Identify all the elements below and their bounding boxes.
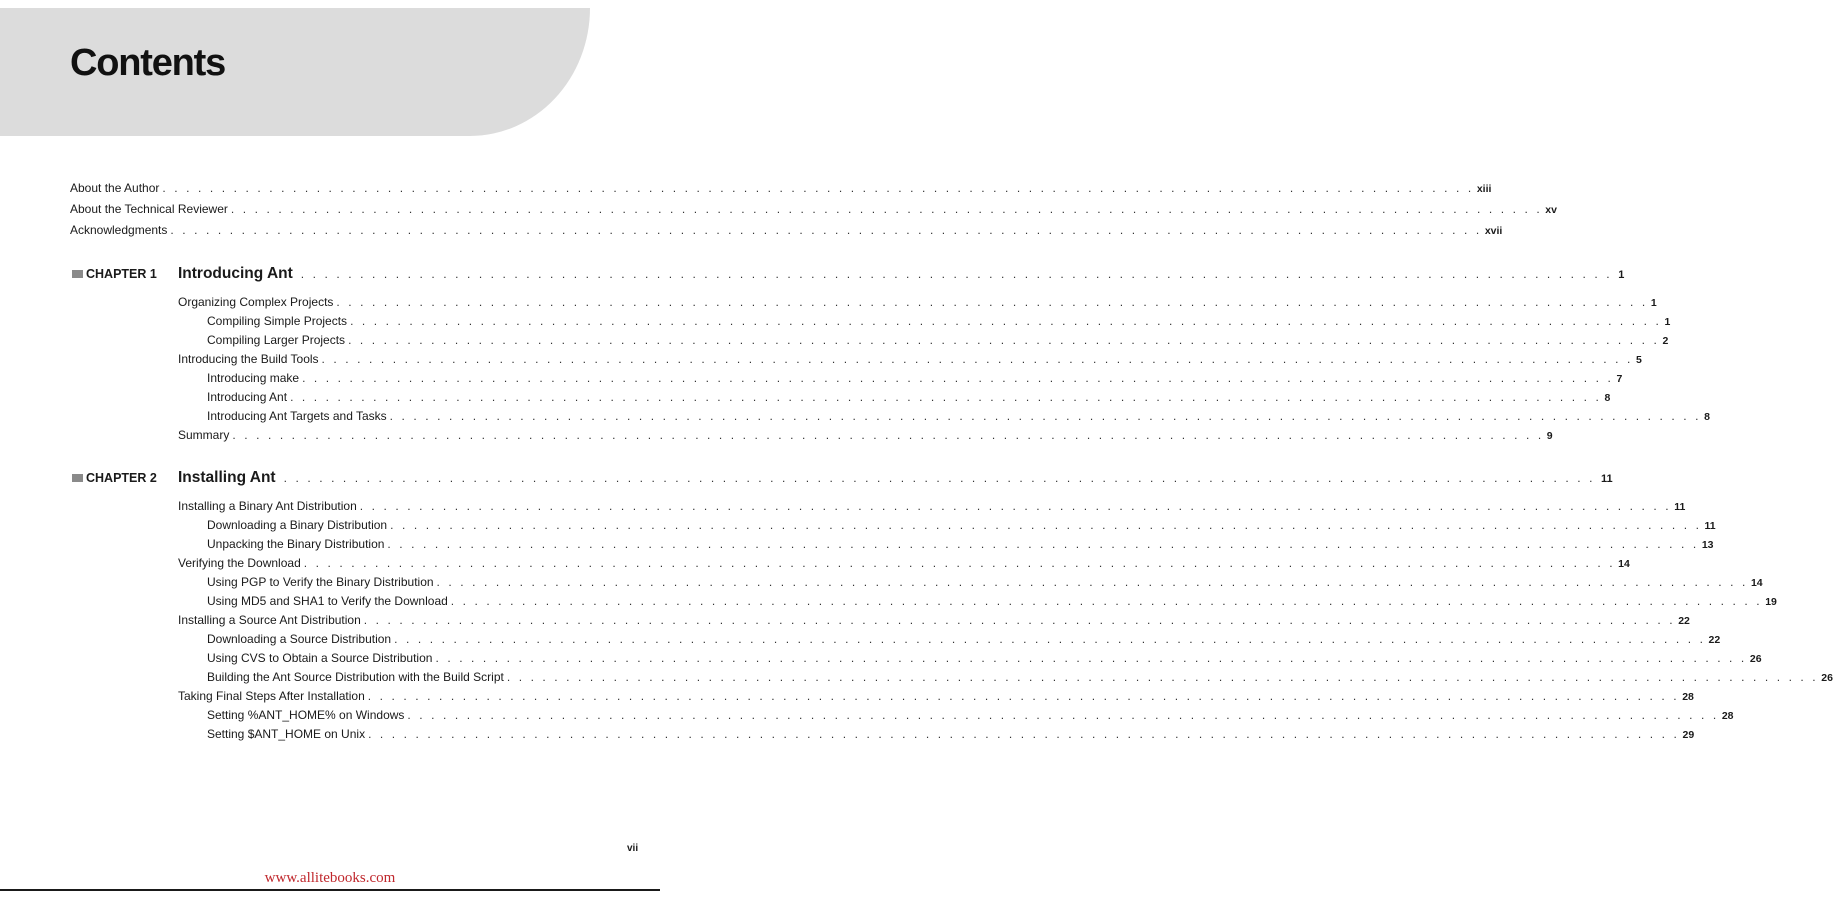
toc-subsection-entry[interactable] [207, 536, 1714, 552]
page-title: Contents [70, 42, 226, 84]
toc-entry-label: Introducing make [207, 371, 300, 385]
toc-entry-page: 11 [1674, 501, 1686, 513]
toc-entry-page: 22 [1708, 634, 1721, 646]
toc-entry-page: 14 [1618, 558, 1630, 570]
toc-entry-label: Using MD5 and SHA1 to Verify the Download [207, 594, 448, 608]
toc-subsection-entry[interactable] [207, 726, 1695, 742]
toc-subsection-entry[interactable] [207, 408, 1710, 424]
toc-entry-label: Verifying the Download [178, 556, 301, 570]
toc-entry-page: 26 [1749, 653, 1762, 665]
toc-entry-page: 11 [1704, 520, 1716, 532]
toc-entry-page: 1 [1664, 316, 1671, 328]
chapter-title-entry[interactable] [178, 264, 1625, 284]
page-number: vii [627, 843, 639, 854]
dot-leader: . . . . . . . . . . . . . . . . . . . . . . . . . . . . . . . . . . . . . . . . . . . . . . . . . . . . . . . . . . . . . . . . . . . . . . . . . . . . . . . . . . . . . . . . . . . . . . . . . . . . . . . . . . . . . . . [348, 333, 1660, 347]
dot-leader: . . . . . . . . . . . . . . . . . . . . . . . . . . . . . . . . . . . . . . . . . . . . . . . . . . . . . . . . . . . . . . . . . . . . . . . . . . . . . . . . . . . . . . . . . . . . . . . . . . . . . . . . . . . . . . . [303, 556, 1616, 570]
toc-entry-page: 13 [1701, 539, 1714, 551]
dot-leader: . . . . . . . . . . . . . . . . . . . . . . . . . . . . . . . . . . . . . . . . . . . . . . . . . . . . . . . . . . . . . . . . . . . . . . . . . . . . . . . . . . . . . . . . . . . . . . . . . . . . . . . . . . . . . . . [389, 409, 1702, 423]
dot-leader: . . . . . . . . . . . . . . . . . . . . . . . . . . . . . . . . . . . . . . . . . . . . . . . . . . . . . . . . . . . . . . . . . . . . . . . . . . . . . . . . . . . . . . . . . . . . . . . . . . . . . . . . . . . . . . . [435, 651, 1747, 665]
toc-entry-label: About the Technical Reviewer [70, 202, 228, 216]
toc-section-entry[interactable] [178, 427, 1553, 443]
toc-entry-front-matter[interactable] [70, 222, 1503, 238]
dot-leader: . . . . . . . . . . . . . . . . . . . . . . . . . . . . . . . . . . . . . . . . . . . . . . . . . . . . . . . . . . . . . . . . . . . . . . . . . . . . . . . . . . . . . . . . . . . . . . . . . . . . . . . . . . . . . . . [170, 223, 1482, 237]
toc-entry-label: Acknowledgments [70, 223, 168, 237]
chapter-title-entry[interactable] [178, 468, 1613, 488]
chapter-label [72, 468, 157, 488]
toc-entry-front-matter[interactable] [70, 180, 1492, 196]
toc-entry-label: About the Author [70, 181, 160, 195]
toc-subsection-entry[interactable] [207, 574, 1763, 590]
toc-subsection-entry[interactable] [207, 332, 1669, 348]
dot-leader: . . . . . . . . . . . . . . . . . . . . . . . . . . . . . . . . . . . . . . . . . . . . . . . . . . . . . . . . . . . . . . . . . . . . . . . . . . . . . . . . . . . . . . . . . . . . . . . . . . . . . . . . . . . . . . . [336, 295, 1648, 309]
toc-entry-page: 8 [1604, 392, 1611, 404]
chapter-label-text: CHAPTER 1 [86, 267, 157, 281]
dot-leader: . . . . . . . . . . . . . . . . . . . . . . . . . . . . . . . . . . . . . . . . . . . . . . . . . . . . . . . . . . . . . . . . . . . . . . . . . . . . . . . . . . . . . . . . . . . . . . . . . . . . . . . . . . . . . . . [363, 613, 1676, 627]
toc-entry-label: Installing a Binary Ant Distribution [178, 499, 357, 513]
dot-leader: . . . . . . . . . . . . . . . . . . . . . . . . . . . . . . . . . . . . . . . . . . . . . . . . . . . . . . . . . . . . . . . . . . . . . . . . . . . . . . . . . . . . . . . . . . . . . . . . . . . . . . . . . . . . . . . [162, 181, 1474, 195]
toc-subsection-entry[interactable] [207, 517, 1716, 533]
toc-entry-label: Organizing Complex Projects [178, 295, 334, 309]
toc-entry-label: Summary [178, 428, 230, 442]
dot-leader: . . . . . . . . . . . . . . . . . . . . . . . . . . . . . . . . . . . . . . . . . . . . . . . . . . . . . . . . . . . . . . . . . . . . . . . . . . . . . . . . . . . . . . . . . . . . . . . . . . . . . . . . . . . . . . . [321, 352, 1633, 366]
dot-leader: . . . . . . . . . . . . . . . . . . . . . . . . . . . . . . . . . . . . . . . . . . . . . . . . . . . . . . . . . . . . . . . . . . . . . . . . . . . . . . . . . . . . . . . . . . . . . . . . . . . . . . . . . . . . . . . [450, 594, 1763, 608]
dot-leader: . . . . . . . . . . . . . . . . . . . . . . . . . . . . . . . . . . . . . . . . . . . . . . . . . . . . . . . . . . . . . . . . . . . . . . . . . . . . . . . . . . . . . . . . . . . . . . . . . . . . . . . . . . . . . . . [367, 689, 1680, 703]
toc-subsection-entry[interactable] [207, 389, 1611, 405]
dot-leader: . . . . . . . . . . . . . . . . . . . . . . . . . . . . . . . . . . . . . . . . . . . . . . . . . . . . . . . . . . . . . . . . . . . . . . . . . . . . . . . . . . . . . . . . . . . . . . . . . . . . . . . . . . . . . . . [506, 670, 1819, 684]
toc-entry-page: 22 [1678, 615, 1690, 627]
toc-subsection-entry[interactable] [207, 669, 1833, 685]
dot-leader: . . . . . . . . . . . . . . . . . . . . . . . . . . . . . . . . . . . . . . . . . . . . . . . . . . . . . . . . . . . . . . . . . . . . . . . . . . . . . . . . . . . . . . . . . . . . . . . . . . . . . . . . . . . . . . . [290, 390, 1602, 404]
toc-entry-label: Taking Final Steps After Installation [178, 689, 365, 703]
toc-subsection-entry[interactable] [207, 593, 1777, 609]
footer-url[interactable]: www.allitebooks.com [264, 870, 396, 886]
toc-entry-label: Introducing Ant [178, 265, 293, 282]
toc-section-entry[interactable] [178, 351, 1642, 367]
toc-entry-page: xv [1545, 204, 1557, 216]
toc-entry-label: Downloading a Source Distribution [207, 632, 392, 646]
toc-entry-page: xiii [1476, 183, 1492, 195]
toc-entry-label: Installing a Source Ant Distribution [178, 613, 361, 627]
dot-leader: . . . . . . . . . . . . . . . . . . . . . . . . . . . . . . . . . . . . . . . . . . . . . . . . . . . . . . . . . . . . . . . . . . . . . . . . . . . . . . . . . . . . . . . . . . . . . . . . . . . . . . . . . . . . . . . [394, 632, 1706, 646]
dot-leader: . . . . . . . . . . . . . . . . . . . . . . . . . . . . . . . . . . . . . . . . . . . . . . . . . . . . . . . . . . . . . . . . . . . . . . . . . . . . . . . . . . . . . . . . . . . . . . . . . . . . . . . . . . . . . . . [350, 314, 1662, 328]
toc-entry-label: Building the Ant Source Distribution with the Build Script [207, 670, 504, 684]
toc-entry-page: 29 [1682, 729, 1695, 741]
toc-section-entry[interactable] [178, 555, 1630, 571]
toc-entry-page: 5 [1635, 354, 1642, 366]
toc-entry-label: Downloading a Binary Distribution [207, 518, 388, 532]
toc-entry-page: 7 [1616, 373, 1623, 385]
toc-entry-page: 14 [1750, 577, 1763, 589]
toc-entry-label: Introducing Ant [207, 390, 288, 404]
dot-leader: . . . . . . . . . . . . . . . . . . . . . . . . . . . . . . . . . . . . . . . . . . . . . . . . . . . . . . . . . . . . . . . . . . . . . . . . . . . . . . . . . . . . . . . . . . . . . . . . . . . . . . . . . . . . . . . [359, 499, 1672, 513]
toc-section-entry[interactable] [178, 294, 1657, 310]
toc-entry-label: Unpacking the Binary Distribution [207, 537, 385, 551]
toc-entry-label: Compiling Larger Projects [207, 333, 346, 347]
chapter-label-text: CHAPTER 2 [86, 471, 157, 485]
toc-entry-page: 19 [1765, 596, 1777, 608]
toc-entry-label: Introducing the Build Tools [178, 352, 319, 366]
dot-leader: . . . . . . . . . . . . . . . . . . . . . . . . . . . . . . . . . . . . . . . . . . . . . . . . . . . . . . . . . . . . . . . . . . . . . . . . . . . . . . . . . . . . . . . . . . . . . . . . . . . . . . . . . . . . . . . [407, 708, 1719, 722]
toc-entry-page: 1 [1650, 297, 1657, 309]
toc-entry-label: Setting $ANT_HOME on Unix [207, 727, 366, 741]
dot-leader: . . . . . . . . . . . . . . . . . . . . . . . . . . . . . . . . . . . . . . . . . . . . . . . . . . . . . . . . . . . . . . . . . . . . . . . . . . . . . . . . . . . . . . . . . . . . . . . . . . . . . . . . . . . . . . . [436, 575, 1748, 589]
toc-entry-page: 28 [1721, 710, 1734, 722]
dot-leader: . . . . . . . . . . . . . . . . . . . . . . . . . . . . . . . . . . . . . . . . . . . . . . . . . . . . . . . . . . . . . . . . . . . . . . . . . . . . . . . . . . . . . . . . . . . . . . . . . . . . . . . . . . . . . . . [300, 267, 1613, 281]
toc-entry-label: Using CVS to Obtain a Source Distribution [207, 651, 433, 665]
chapter-label [72, 264, 157, 284]
dot-leader: . . . . . . . . . . . . . . . . . . . . . . . . . . . . . . . . . . . . . . . . . . . . . . . . . . . . . . . . . . . . . . . . . . . . . . . . . . . . . . . . . . . . . . . . . . . . . . . . . . . . . . . . . . . . . . . [387, 537, 1699, 551]
dot-leader: . . . . . . . . . . . . . . . . . . . . . . . . . . . . . . . . . . . . . . . . . . . . . . . . . . . . . . . . . . . . . . . . . . . . . . . . . . . . . . . . . . . . . . . . . . . . . . . . . . . . . . . . . . . . . . . [230, 202, 1543, 216]
footer-rule [0, 889, 660, 891]
toc-entry-label: Using PGP to Verify the Binary Distribution [207, 575, 434, 589]
dot-leader: . . . . . . . . . . . . . . . . . . . . . . . . . . . . . . . . . . . . . . . . . . . . . . . . . . . . . . . . . . . . . . . . . . . . . . . . . . . . . . . . . . . . . . . . . . . . . . . . . . . . . . . . . . . . . . . [368, 727, 1680, 741]
toc-section-entry[interactable] [178, 688, 1694, 704]
toc-section-entry[interactable] [178, 498, 1686, 514]
toc-entry-page: 28 [1682, 691, 1694, 703]
dot-leader: . . . . . . . . . . . . . . . . . . . . . . . . . . . . . . . . . . . . . . . . . . . . . . . . . . . . . . . . . . . . . . . . . . . . . . . . . . . . . . . . . . . . . . . . . . . . . . . . . . . . . . . . . . . . . . . [390, 518, 1702, 532]
toc-entry-label: Introducing Ant Targets and Tasks [207, 409, 387, 423]
toc-entry-label: Installing Ant [178, 469, 276, 486]
toc-entry-page: 9 [1546, 430, 1553, 442]
toc-section-entry[interactable] [178, 612, 1690, 628]
toc-entry-front-matter[interactable] [70, 201, 1557, 217]
toc-subsection-entry[interactable] [207, 650, 1762, 666]
toc-subsection-entry[interactable] [207, 313, 1671, 329]
dot-leader: . . . . . . . . . . . . . . . . . . . . . . . . . . . . . . . . . . . . . . . . . . . . . . . . . . . . . . . . . . . . . . . . . . . . . . . . . . . . . . . . . . . . . . . . . . . . . . . . . . . . . . . . . . . . . . . [232, 428, 1544, 442]
toc-subsection-entry[interactable] [207, 631, 1721, 647]
toc-entry-page: 11 [1601, 473, 1613, 485]
toc-entry-page: 2 [1662, 335, 1669, 347]
toc-subsection-entry[interactable] [207, 707, 1734, 723]
chapter-marker-icon [72, 474, 83, 482]
dot-leader: . . . . . . . . . . . . . . . . . . . . . . . . . . . . . . . . . . . . . . . . . . . . . . . . . . . . . . . . . . . . . . . . . . . . . . . . . . . . . . . . . . . . . . . . . . . . . . . . . . . . . . . . . . . . . . . [302, 371, 1614, 385]
dot-leader: . . . . . . . . . . . . . . . . . . . . . . . . . . . . . . . . . . . . . . . . . . . . . . . . . . . . . . . . . . . . . . . . . . . . . . . . . . . . . . . . . . . . . . . . . . . . . . . . . . . . . . . . . . . . . . . [283, 471, 1596, 485]
toc-entry-page: xvii [1484, 225, 1503, 237]
toc-entry-page: 8 [1704, 411, 1710, 423]
toc-entry-label: Setting %ANT_HOME% on Windows [207, 708, 405, 722]
toc-entry-page: 26 [1821, 672, 1833, 684]
toc-entry-label: Compiling Simple Projects [207, 314, 348, 328]
toc-entry-page: 1 [1618, 269, 1625, 281]
chapter-marker-icon [72, 270, 83, 278]
toc-subsection-entry[interactable] [207, 370, 1623, 386]
